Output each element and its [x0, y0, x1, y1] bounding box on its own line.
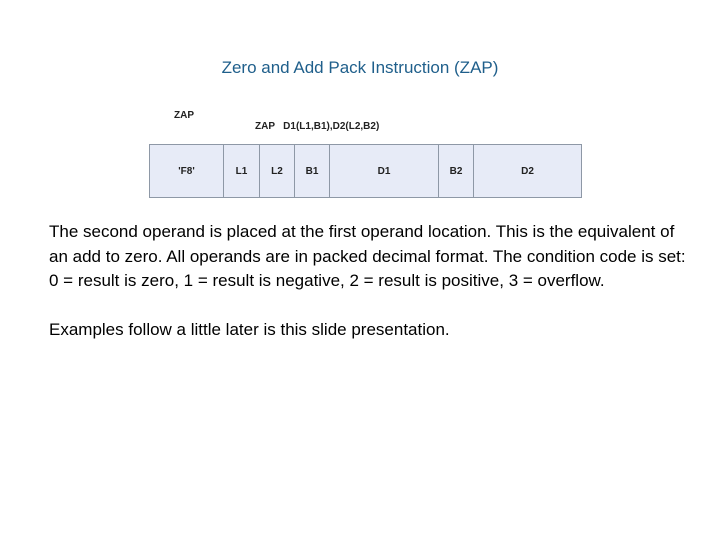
field-l1: L1: [224, 145, 260, 197]
field-b2: B2: [439, 145, 474, 197]
instruction-format-box: [149, 144, 582, 198]
field-opcode: 'F8': [150, 145, 224, 197]
slide-title: Zero and Add Pack Instruction (ZAP): [221, 58, 499, 77]
diagram-label: ZAP: [174, 110, 194, 121]
slide-body: [49, 220, 689, 342]
syntax-operands: D1(L1,B1),D2(L2,B2): [283, 121, 380, 132]
field-b1: B1: [295, 145, 330, 197]
syntax-mnemonic: ZAP: [255, 121, 275, 132]
instruction-format-diagram: [149, 108, 583, 200]
diagram-syntax: [255, 121, 379, 132]
field-l2: L2: [260, 145, 295, 197]
body-paragraph-description: The second operand is placed at the first operand location. This is the equivalent of an add to zero. All operands are in packed decimal format. The condition code is set: 0 = result is zero, 1 = result is negative, 2 = result is positive, 3 = overflow.: [49, 222, 686, 290]
field-d2: D2: [521, 165, 534, 177]
body-paragraph-examples: Examples follow a little later is this slide presentation.: [49, 319, 450, 339]
field-d1: D1: [330, 145, 439, 197]
